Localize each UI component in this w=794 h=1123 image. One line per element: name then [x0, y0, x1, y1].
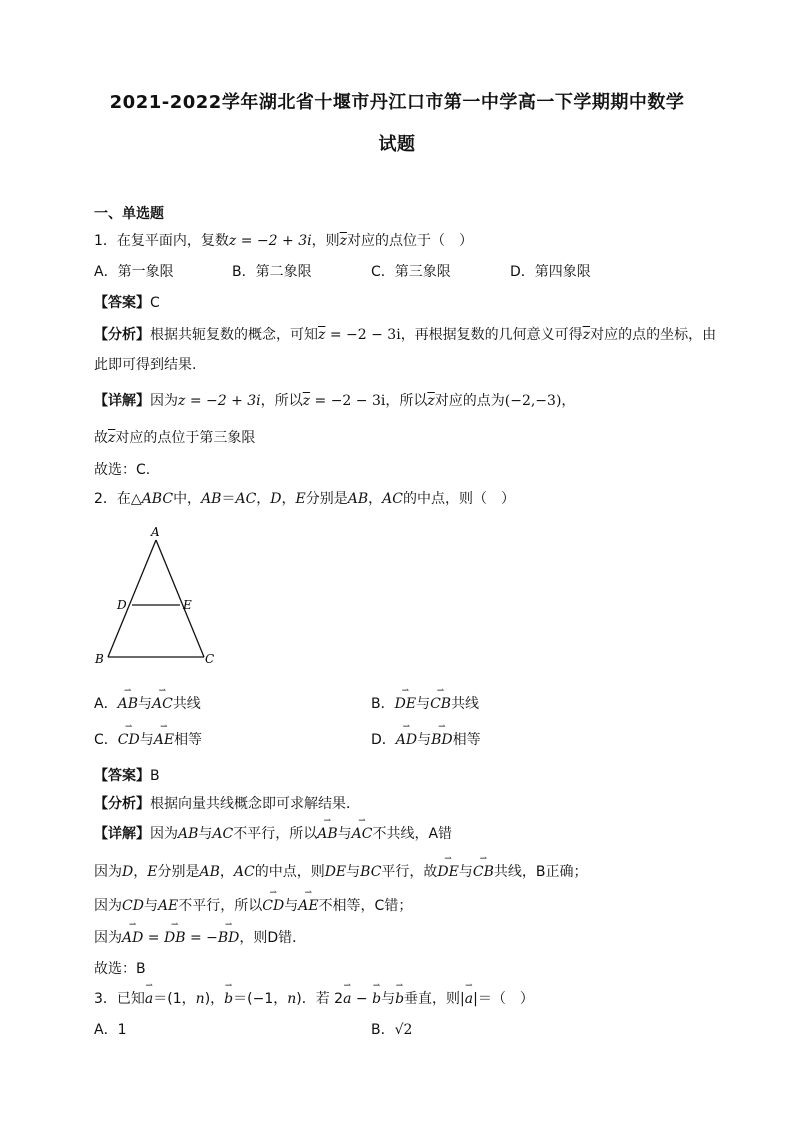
label-c: C: [205, 652, 215, 666]
q1-option-c: C．第三象限: [371, 264, 451, 280]
q1-conclusion: 故选：C.: [94, 462, 151, 478]
q2-option-d: D．⇀ AD与⇀ BD相等: [371, 729, 481, 749]
q2-option-c: C．⇀ CD与⇀ AE相等: [94, 729, 202, 749]
side-ab: [108, 540, 156, 657]
q1-option-b: B．第二象限: [232, 264, 312, 280]
question-3-stem: 3．已知⇀ a＝(1，n)，⇀ b＝(−1，n)．若 2⇀ a − ⇀ b与⇀ b垂直，则|⇀ a|＝（ ）: [94, 988, 534, 1008]
q2-detail-line3: 因为CD与AE不平行，所以⇀ CD与⇀ AE不相等，C错；: [94, 895, 412, 915]
q2-option-a: A．⇀ AB与⇀ AC共线: [94, 693, 201, 713]
q2-answer: 【答案】B: [94, 768, 160, 784]
q1-detail-line2: 故$\overline{z}$对应的点位于第三象限: [94, 430, 256, 446]
side-ac: [156, 540, 204, 657]
question-2-stem: 2．在△ABC中，AB＝AC，D，E分别是AB，AC的中点，则（ ）: [94, 491, 515, 507]
q2-analysis: 【分析】根据向量共线概念即可求解结果．: [94, 796, 360, 812]
label-d: D: [117, 598, 127, 612]
q2-detail-line4: 因为⇀ AD = ⇀ DB = −⇀ BD，则D错．: [94, 927, 306, 947]
label-b: B: [95, 652, 104, 666]
label-e: E: [183, 598, 192, 612]
q2-conclusion: 故选：B: [94, 961, 146, 977]
page-title-line2: 试题: [378, 134, 416, 155]
page-title: 2021-2022学年湖北省十堰市丹江口市第一中学高一下学期期中数学: [109, 92, 685, 113]
q3-option-b: B．√2: [371, 1022, 413, 1038]
q1-analysis-line2: 此即可得到结果.: [94, 357, 197, 373]
section-heading: 一、单选题: [94, 206, 164, 222]
q3-option-a: A．1: [94, 1022, 127, 1038]
q2-detail-line1: 【详解】因为AB与AC不平行，所以⇀ AB与⇀ AC不共线，A错: [94, 823, 452, 843]
label-a: A: [151, 525, 160, 539]
triangle-figure: [92, 524, 222, 674]
q1-detail: 【详解】因为z = −2 + 3i，所以$\overline{z} = -2 - 3i$，所以$\overline{z}$对应的点为(−2,−3)，: [94, 393, 576, 409]
q2-option-b: B．⇀ DE与⇀ CB共线: [371, 693, 479, 713]
question-1-stem: 1．在复平面内，复数z = −2 + 3i，则$\overline{z}$对应的点位于（ ）: [94, 233, 473, 249]
q1-answer: 【答案】C: [94, 295, 160, 311]
q1-analysis: 【分析】根据共轭复数的概念，可知$\overline{z} = -2 - 3i$，再根据复数的几何意义可得$\overline{z}$对应的点的坐标，由: [94, 327, 717, 343]
q1-option-a: A．第一象限: [94, 264, 174, 280]
q2-detail-line2: 因为D，E分别是AB，AC的中点，则DE与BC平行，故⇀ DE与⇀ CB共线，B正确；: [94, 861, 587, 881]
q1-option-d: D．第四象限: [510, 264, 591, 280]
